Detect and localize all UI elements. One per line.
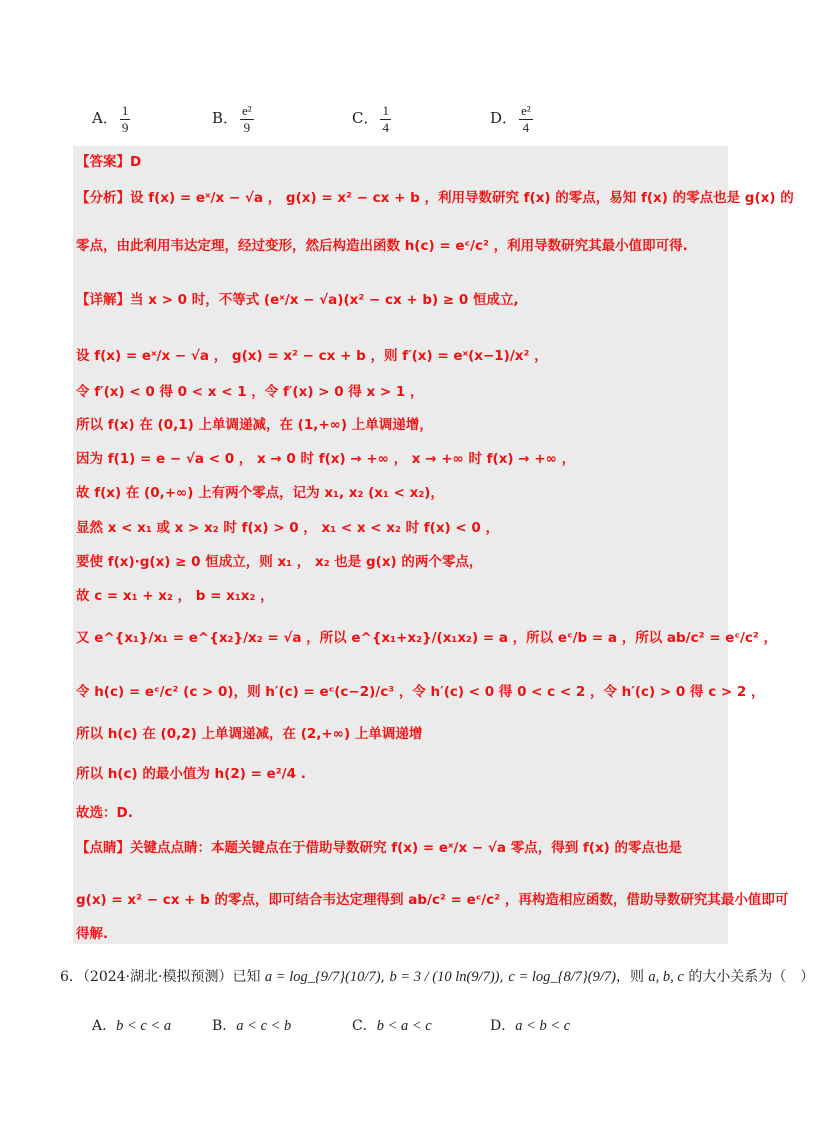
q5-option-b: B． $\frac{\text{e²}}{9}$ xyxy=(212,103,252,135)
q6-c-definition: c = log_{8/7}(9/7) xyxy=(508,969,616,985)
detail-line-10: 又 e^{x₁}/x₁ = e^{x₂}/x₂ = √a ，所以 e^{x₁+x₂}/(x₁x₂) = a ，所以 eᶜ/b = a ，所以 ab/c² = eᶜ/c² ， xyxy=(76,630,778,646)
q6-vars: a, b, c xyxy=(648,969,684,985)
q5-option-c-fraction: $\frac{1}{4}$ xyxy=(382,103,389,135)
detail-line-6: 故 f(x) 在 (0,+∞) 上有两个零点，记为 x₁, x₂ (x₁ < x₂)， xyxy=(76,485,444,501)
analysis-label: 【分析】 xyxy=(76,190,130,206)
detail-label: 【详解】 xyxy=(76,292,130,308)
q5-option-d: D． $\frac{\text{e²}}{4}$ xyxy=(490,103,531,135)
answer-label: 【答案】 xyxy=(76,154,130,170)
analysis-line-2: 零点，由此利用韦达定理，经过变形，然后构造出函数 h(c) = eᶜ/c² ，利用导数研究其最小值即可得. xyxy=(76,238,688,254)
q6-option-d: D．a < b < c xyxy=(490,1018,571,1034)
q6-a-definition: a = log_{9/7}(10/7) xyxy=(264,969,381,985)
detail-conclusion: 故选：D. xyxy=(76,805,133,821)
detail-line-11: 令 h(c) = eᶜ/c² (c > 0)，则 h′(c) = eᶜ(c−2)/c³ ，令 h′(c) < 0 得 0 < c < 2 ，令 h′(c) > 0 得 c > 2 ， xyxy=(76,684,765,700)
q6-number: 6． xyxy=(60,969,83,985)
detail-line-8: 要使 f(x)·g(x) ≥ 0 恒成立，则 x₁ ， x₂ 也是 g(x) 的两个零点， xyxy=(76,554,483,570)
detail-line-3: 令 f′(x) < 0 得 0 < x < 1 ，令 f′(x) > 0 得 x > 1 ， xyxy=(76,384,424,400)
detail-line-5: 因为 f(1) = e − √a < 0 ， x → 0 时 f(x) → +∞ ， x → +∞ 时 f(x) → +∞ ， xyxy=(76,451,576,467)
detail-line-4: 所以 f(x) 在 (0,1) 上单调递减，在 (1,+∞) 上单调递增， xyxy=(76,417,433,433)
q5-option-b-fraction: $\frac{\text{e²}}{9}$ xyxy=(242,103,252,135)
keypoint-line-3: 得解. xyxy=(76,926,109,942)
detail-line-7: 显然 x < x₁ 或 x > x₂ 时 f(x) > 0 ， x₁ < x < x₂ 时 f(x) < 0 ， xyxy=(76,520,500,536)
keypoint-line-2: g(x) = x² − cx + b 的零点，即可结合韦达定理得到 ab/c² = eᶜ/c² ，再构造相应函数，借助导数研究其最小值即可 xyxy=(76,892,789,908)
detail-line-9: 故 c = x₁ + x₂ ， b = x₁x₂ ， xyxy=(76,588,274,604)
detail-line-1: 【详解】当 x > 0 时，不等式 (eˣ/x − √a)(x² − cx + b) ≥ 0 恒成立, xyxy=(76,292,519,308)
analysis-line-1: 【分析】设 f(x) = eˣ/x − √a ， g(x) = x² − cx + b ，利用导数研究 f(x) 的零点，易知 f(x) 的零点也是 g(x) 的 xyxy=(76,190,794,206)
q6-option-b: B．a < c < b xyxy=(212,1018,292,1034)
q5-option-c: C． $\frac{1}{4}$ xyxy=(352,103,389,135)
solution-block xyxy=(73,146,728,944)
detail-line-2: 设 f(x) = eˣ/x − √a ， g(x) = x² − cx + b ，则 f′(x) = eˣ(x−1)/x² ， xyxy=(76,348,548,364)
q5-option-a: A． $\frac{1}{9}$ xyxy=(92,103,129,135)
detail-line-12: 所以 h(c) 在 (0,2) 上单调递减，在 (2,+∞) 上单调递增 xyxy=(76,726,423,742)
detail-line-13: 所以 h(c) 的最小值为 h(2) = e²/4 . xyxy=(76,766,306,782)
q6-option-c: C．b < a < c xyxy=(352,1018,432,1034)
answer-line xyxy=(76,150,141,170)
q6-stem: 6．（2024·湖北·模拟预测）已知 a = log_{9/7}(10/7), b = 3 / (10 ln(9/7)), c = log_{8/7}(9/7)，则 a, b, c 的大小关系为（ ） xyxy=(60,969,814,985)
keypoint-label: 【点睛】 xyxy=(76,840,130,856)
q6-source: （2024·湖北·模拟预测） xyxy=(82,969,233,985)
q6-option-a: A．b < c < a xyxy=(92,1018,172,1034)
q5-option-a-fraction: $\frac{1}{9}$ xyxy=(121,103,129,135)
answer-value: D xyxy=(130,154,142,170)
keypoint-line-1: 【点睛】关键点点睛：本题关键点在于借助导数研究 f(x) = eˣ/x − √a 零点，得到 f(x) 的零点也是 xyxy=(76,840,683,856)
q6-b-definition: b = 3 / (10 ln(9/7)) xyxy=(389,969,500,985)
q5-option-d-fraction: $\frac{\text{e²}}{4}$ xyxy=(521,103,531,135)
